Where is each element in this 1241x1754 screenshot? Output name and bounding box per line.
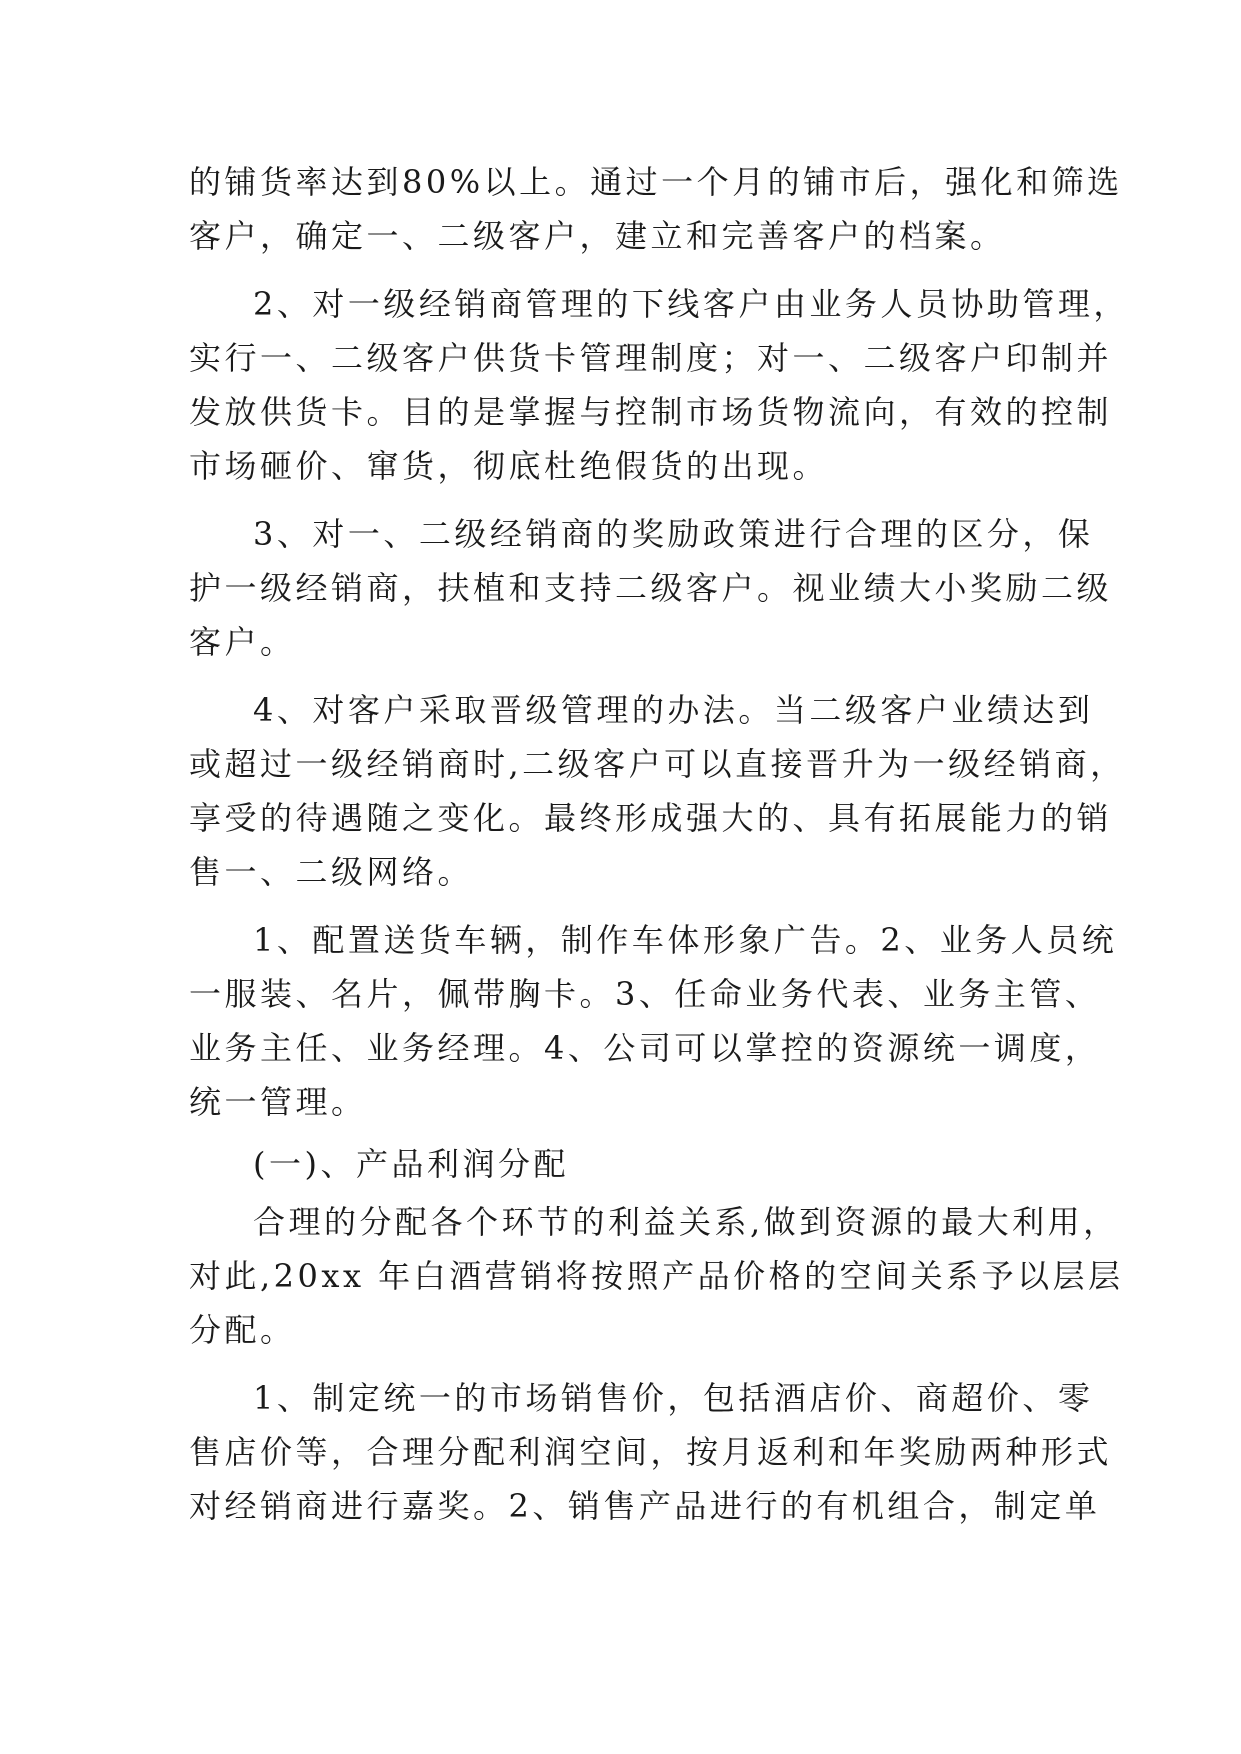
paragraph-start-line: 3、对一、二级经销商的奖励政策进行合理的区分，保 xyxy=(253,515,1094,553)
text-line: 统一管理。 xyxy=(189,1083,367,1121)
paragraph-start-line: 2、对一级经销商管理的下线客户由业务人员协助管理， xyxy=(253,285,1129,323)
text-line: 分配。 xyxy=(189,1311,296,1349)
text-line: 客户，确定一、二级客户，建立和完善客户的档案。 xyxy=(189,217,1006,255)
paragraph-start-line: 合理的分配各个环节的利益关系,做到资源的最大利用， xyxy=(253,1203,1119,1241)
paragraph-start-line: 1、制定统一的市场销售价，包括酒店价、商超价、零 xyxy=(253,1379,1094,1417)
text-line: 售一、二级网络。 xyxy=(189,853,474,891)
text-line: 售店价等，合理分配利润空间，按月返利和年奖励两种形式 xyxy=(189,1433,1113,1471)
text-line: 护一级经销商，扶植和支持二级客户。视业绩大小奖励二级 xyxy=(189,569,1113,607)
text-line: 的铺货率达到80%以上。通过一个月的铺市后，强化和筛选 xyxy=(189,163,1123,201)
text-line: 一服装、名片，佩带胸卡。3、任命业务代表、业务主管、 xyxy=(189,975,1101,1013)
text-line: 享受的待遇随之变化。最终形成强大的、具有拓展能力的销 xyxy=(189,799,1113,837)
paragraph-start-line: 1、配置送货车辆，制作车体形象广告。2、业务人员统 xyxy=(253,921,1118,959)
text-line: 对经销商进行嘉奖。2、销售产品进行的有机组合，制定单 xyxy=(189,1487,1101,1525)
text-line: 实行一、二级客户供货卡管理制度；对一、二级客户印制并 xyxy=(189,339,1113,377)
text-line: 市场砸价、窜货，彻底杜绝假货的出现。 xyxy=(189,447,829,485)
text-line: 或超过一级经销商时,二级客户可以直接晋升为一级经销商， xyxy=(189,745,1126,783)
text-line: 业务主任、业务经理。4、公司可以掌控的资源统一调度， xyxy=(189,1029,1101,1067)
paragraph-start-line: 4、对客户采取晋级管理的办法。当二级客户业绩达到 xyxy=(253,691,1094,729)
text-line: 发放供货卡。目的是掌握与控制市场货物流向，有效的控制 xyxy=(189,393,1113,431)
section-heading: (一)、产品利润分配 xyxy=(253,1145,569,1183)
text-line: 对此,20xx 年白酒营销将按照产品价格的空间关系予以层层 xyxy=(189,1257,1124,1295)
text-line: 客户。 xyxy=(189,623,296,661)
